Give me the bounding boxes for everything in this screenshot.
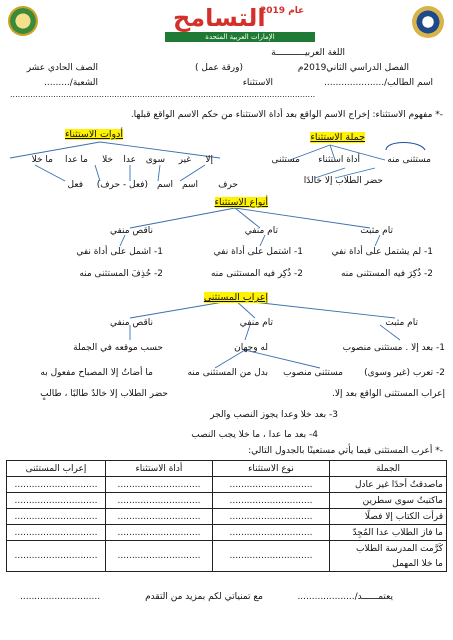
sentence-part-mustathna-minhu: مستثنى منه xyxy=(387,155,431,165)
blank-tool[interactable]: ............................. xyxy=(106,477,213,493)
kind-fil: فعل xyxy=(67,180,83,190)
task-instruction: -* أعرب المستثنى فيما يأتي مستعينًا بالجدول التالي: xyxy=(248,446,443,456)
irab-rule-2: 2- تعرب (غير وسوى) xyxy=(364,368,445,378)
blank-irab[interactable]: ............................. xyxy=(7,493,106,509)
table-row xyxy=(7,541,447,557)
kind-fil-harf: (فعل - حرف) xyxy=(96,180,148,190)
irab-option-mansub: مستثنى منصوب xyxy=(283,368,343,378)
blank-type[interactable]: ............................. xyxy=(213,525,330,541)
type1-cond2: 2- ذُكِرَ فيه المستثنى منه xyxy=(340,269,433,279)
col-sentence: الجملة xyxy=(330,461,447,477)
irab-option-badal: بدل من المستثنى منه xyxy=(187,368,268,378)
table-row xyxy=(7,477,447,493)
sentence-title: جملة الاستثناء xyxy=(310,132,365,143)
blank-type[interactable]: ............................. xyxy=(213,477,330,493)
kind-ism-1: اسم xyxy=(181,180,198,190)
footer-teacher: يعتمــــــد/.................... xyxy=(297,592,393,602)
tool-ma-khala: ما خلا xyxy=(31,155,53,165)
irab-rule-4: 4- بعد ما عدا ، ما خلا يجب النصب xyxy=(191,430,318,440)
row-sentence: ما فاز الطلاب عدا المُجِدّ xyxy=(330,525,447,541)
tools-title: أدوات الاستثناء xyxy=(64,129,123,140)
type-head-tam-manfi: تام منفي xyxy=(244,226,278,236)
row-sentence: قرأت الكتاب إلا فصلًا xyxy=(330,509,447,525)
student-name-field: اسم الطالب/..................... xyxy=(324,78,433,88)
blank-tool[interactable]: ............................. xyxy=(106,541,213,572)
type-head-naqis-manfi: ناقص منفي xyxy=(109,226,153,236)
tolerance-year-logo: التسامح 2019 عام الإمارات العربية المتحدة xyxy=(165,4,315,42)
irab-rule-illa: إعراب المستثنى الواقع بعد إلا. xyxy=(332,389,445,399)
grade-label: الصف الحادي عشر xyxy=(26,63,98,73)
section-field: الشعبة/......... xyxy=(44,78,98,88)
blank-tool[interactable]: ............................. xyxy=(106,493,213,509)
blank-irab[interactable]: ............................. xyxy=(7,477,106,493)
kind-ism-2: اسم xyxy=(156,180,173,190)
tool-illa: إلا xyxy=(205,155,213,165)
types-title: أنواع الاستثناء xyxy=(214,197,268,208)
subject-label: اللغة العربيـــــــــــة xyxy=(271,48,345,58)
blank-type[interactable]: ............................. xyxy=(213,541,330,572)
tool-ada: عدا xyxy=(123,155,136,165)
irab-position-note: حسب موقعه في الجملة xyxy=(73,343,163,353)
blank-type[interactable]: ............................. xyxy=(213,493,330,509)
separator-dots: ........................................................................................................................ xyxy=(10,90,316,99)
row-sentence: ماصدقتُ أحدًا غير عادل xyxy=(330,477,447,493)
irab-example-2: حضر الطلاب إلا خالدٌ طالبًا ، طالبٍ xyxy=(40,389,168,399)
type2-cond2: 2- ذُكِر فيه المستثنى منه xyxy=(210,269,303,279)
irab-rule-3: 3- بعد خلا وعدا يجوز النصب والجر xyxy=(210,410,338,420)
tool-ma-ada: ما عدا xyxy=(64,155,88,165)
sentence-example: حضر الطلاب إلا خالدًا xyxy=(303,176,383,186)
irab-title: إعراب المستثنى xyxy=(203,292,268,303)
term-label: الفصل الدراسي الثاني2019م xyxy=(297,63,409,73)
table-row xyxy=(7,525,447,541)
irab-two-aspects: له وجهان xyxy=(234,343,268,353)
sentence-part-tool: أداة استثناء xyxy=(318,155,360,165)
blank-irab[interactable]: ............................. xyxy=(7,509,106,525)
type3-cond2: 2- حُذِفَ المستثنى منه xyxy=(79,269,163,279)
type2-cond1: 1- اشتمل على أداة نفي xyxy=(213,247,303,257)
col-irab: إعراب المستثنى xyxy=(7,461,106,477)
worksheet-label: (ورقة عمل ) xyxy=(195,63,243,73)
footer-wish: مع تمنياتي لكم بمزيد من التقدم xyxy=(145,592,263,602)
blank-irab[interactable]: ............................. xyxy=(7,541,106,572)
tool-siwa: سوى xyxy=(145,155,165,165)
concept-definition: -* مفهوم الاستثناء: إخراج الاسم الواقع بعد أداة الاستثناء من حكم الاسم الواقع قبلها. xyxy=(130,110,443,120)
table-row xyxy=(7,509,447,525)
blank-type[interactable]: ............................. xyxy=(213,509,330,525)
blank-irab[interactable]: ............................. xyxy=(7,525,106,541)
row-sentence: ماكتبتُ سوى سطرين xyxy=(330,493,447,509)
table-row xyxy=(7,493,447,509)
irab-head-tam-manfi: تام منفي xyxy=(239,318,273,328)
type3-cond1: 1- اشمل على أداة نفي xyxy=(76,247,163,257)
tool-khala: خلا xyxy=(102,155,113,165)
irab-rule-1: 1- بعد إلا . مستثنى منصوب xyxy=(342,343,445,353)
blank-tool[interactable]: ............................. xyxy=(106,509,213,525)
irab-exercise-table xyxy=(6,460,447,572)
row-sentence: ما خلا المهمل xyxy=(330,556,447,572)
topic-label: الاستثناء xyxy=(242,78,273,88)
type1-cond1: 1- لم يشتمل على أداة نفي xyxy=(331,247,433,257)
tool-ghayr: غير xyxy=(178,155,191,165)
irab-head-naqis-manfi: ناقص منفي xyxy=(109,318,153,328)
col-type: نوع الاستثناء xyxy=(213,461,330,477)
irab-head-tam-muthbat: تام مثبت xyxy=(385,318,418,328)
col-tool: أداة الاستثناء xyxy=(106,461,213,477)
irab-example-1: ما أضاتُ إلا المصباح مفعول به xyxy=(40,368,153,378)
type-head-tam-muthbat: تام مثبت xyxy=(360,226,393,236)
kind-harf: حرف xyxy=(218,180,238,190)
footer-dots: ............................ xyxy=(20,592,101,602)
blank-tool[interactable]: ............................. xyxy=(106,525,213,541)
sentence-part-mustathna: مستثنى xyxy=(271,155,300,165)
row-sentence: كَرَّمت المدرسة الطلاب xyxy=(330,541,447,557)
